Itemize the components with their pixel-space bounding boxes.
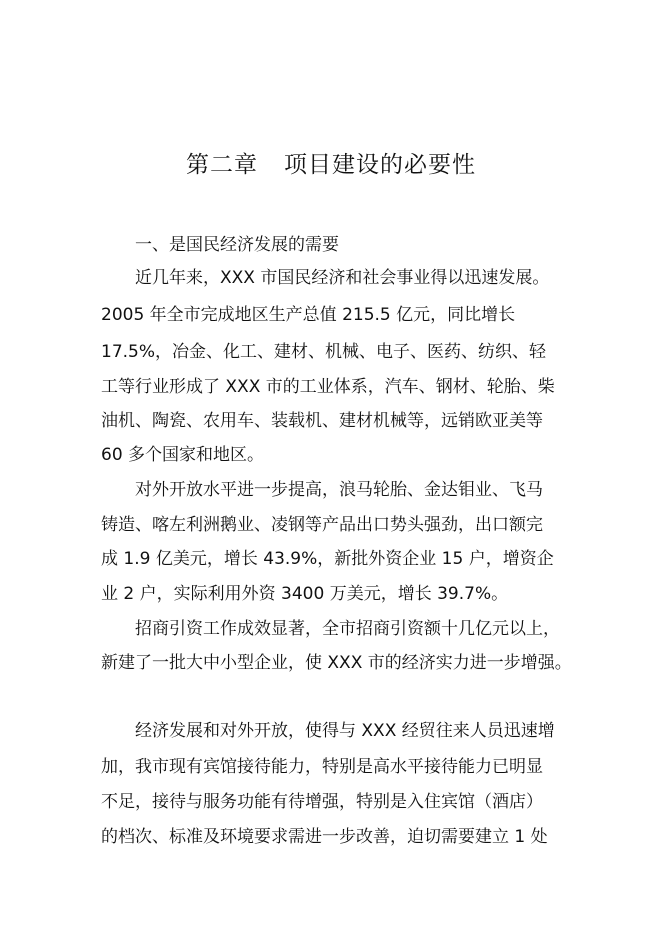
section-heading: 一、是国民经济发展的需要 (135, 235, 339, 255)
paragraph-line: 招商引资工作成效显著，全市招商引资额十几亿元以上， (135, 619, 560, 639)
paragraph-line: 对外开放水平进一步提高，浪马轮胎、金达钼业、飞马 (135, 480, 543, 500)
paragraph-line: 不足，接待与服务功能有待增强，特别是入住宾馆（酒店） (101, 792, 543, 812)
paragraph-line: 经济发展和对外开放，使得与 XXX 经贸往来人员迅速增 (135, 721, 555, 741)
paragraph-line: 近几年来，XXX 市国民经济和社会事业得以迅速发展。 (135, 268, 550, 288)
paragraph-line: 加，我市现有宾馆接待能力，特别是高水平接待能力已明显 (101, 757, 543, 777)
paragraph-line: 成 1.9 亿美元，增长 43.9%，新批外资企业 15 户，增资企 (101, 549, 554, 569)
paragraph-line: 新建了一批大中小型企业，使 XXX 市的经济实力进一步增强。 (101, 653, 572, 673)
paragraph-line: 2005 年全市完成地区生产总值 215.5 亿元，同比增长 (101, 305, 516, 325)
paragraph-line: 17.5%，冶金、化工、建材、机械、电子、医药、纺织、轻 (101, 342, 547, 362)
chapter-number: 第二章 (186, 152, 258, 178)
paragraph-line: 60 多个国家和地区。 (101, 445, 265, 465)
paragraph-line: 的档次、标准及环境要求需进一步改善，迫切需要建立 1 处 (101, 827, 548, 847)
paragraph-line: 业 2 户，实际利用外资 3400 万美元，增长 39.7%。 (101, 584, 509, 604)
paragraph-line: 铸造、喀左利洲鹅业、凌钢等产品出口势头强劲，出口额完 (101, 515, 543, 535)
chapter-title (0, 146, 662, 179)
paragraph-line: 油机、陶瓷、农用车、装载机、建材机械等，远销欧亚美等 (101, 411, 543, 431)
chapter-name: 项目建设的必要性 (284, 152, 476, 178)
paragraph-line: 工等行业形成了 XXX 市的工业体系，汽车、钢材、轮胎、柴 (101, 377, 555, 397)
